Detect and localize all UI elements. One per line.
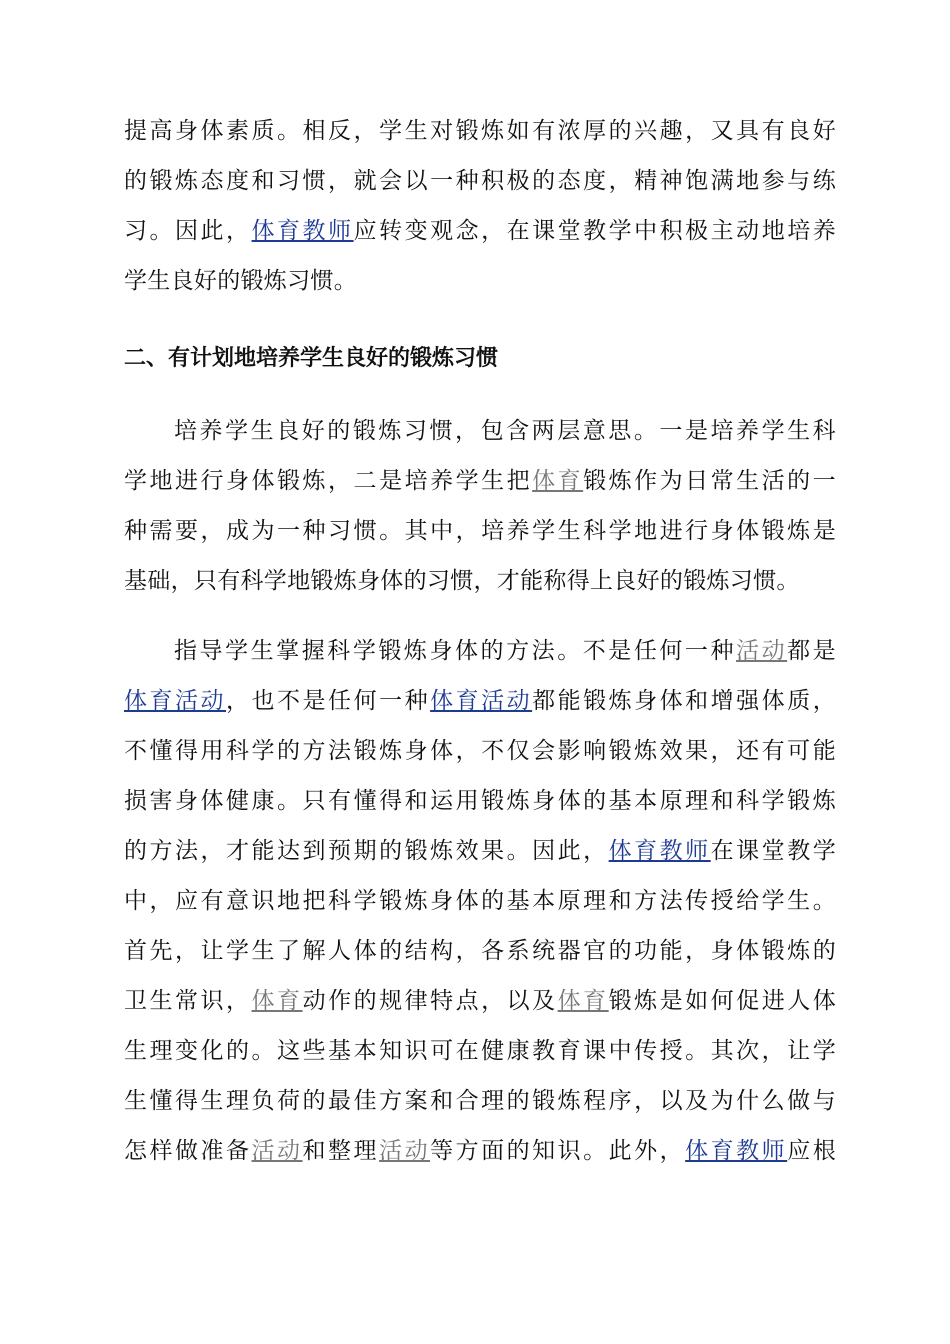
- text-segment: 种需要，成为一种习惯。其中，培养学生科学地进行身体锻炼是: [124, 518, 836, 544]
- text-line: [124, 836, 836, 866]
- text-segment: 锻炼是如何促进人体: [608, 988, 837, 1014]
- keyword-link[interactable]: 体育活动: [124, 688, 227, 714]
- text-line: [124, 166, 836, 196]
- keyword-link[interactable]: 体育: [251, 988, 303, 1014]
- text-segment: 习。因此，: [124, 218, 252, 244]
- text-segment: 学地进行身体锻炼，二是培养学生把: [124, 468, 533, 494]
- text-segment: 等方面的知识。此外，: [430, 1138, 686, 1164]
- text-segment: 动作的规律特点，以及: [302, 988, 558, 1014]
- keyword-link[interactable]: 体育: [532, 468, 584, 494]
- text-segment: 卫生常识，: [124, 988, 252, 1014]
- text-segment: 应根: [787, 1138, 836, 1164]
- text-line: [124, 116, 836, 146]
- text-segment: 损害身体健康。只有懂得和运用锻炼身体的基本原理和科学锻炼: [124, 788, 836, 814]
- text-line: [124, 1136, 836, 1166]
- text-segment: 在课堂教学: [710, 838, 837, 864]
- text-segment: ，也不是任何一种: [226, 688, 431, 714]
- keyword-link[interactable]: 活动: [736, 638, 788, 664]
- text-segment: 不懂得用科学的方法锻炼身体，不仅会影响锻炼效果，还有可能: [124, 738, 836, 764]
- text-segment: 和整理: [302, 1138, 380, 1164]
- text-line: [124, 1086, 836, 1116]
- keyword-link[interactable]: 体育教师: [685, 1138, 788, 1164]
- text-line: [124, 1036, 836, 1066]
- text-line: [124, 986, 836, 1016]
- text-segment: 生懂得生理负荷的最佳方案和合理的锻炼程序，以及为什么做与: [124, 1088, 836, 1114]
- text-line: [124, 736, 836, 766]
- text-segment: 学生良好的锻炼习惯。: [124, 268, 357, 294]
- text-line: [124, 886, 836, 916]
- text-segment: 首先，让学生了解人体的结构，各系统器官的功能，身体锻炼的: [124, 938, 836, 964]
- keyword-link[interactable]: 活动: [379, 1138, 431, 1164]
- text-segment: 都是: [787, 638, 836, 664]
- text-line: [174, 636, 836, 666]
- text-segment: 生理变化的。这些基本知识可在健康教育课中传授。其次，让学: [124, 1038, 836, 1064]
- text-line: [124, 786, 836, 816]
- text-segment: 怎样做准备: [124, 1138, 252, 1164]
- text-segment: 指导学生掌握科学锻炼身体的方法。不是任何一种: [174, 638, 737, 664]
- text-line: [124, 216, 836, 246]
- text-line: [124, 686, 836, 716]
- text-segment: 培养学生良好的锻炼习惯，包含两层意思。一是培养学生科: [174, 418, 836, 444]
- text-segment: 应转变观念，在课堂教学中积极主动地培养: [353, 218, 837, 244]
- text-segment: 的锻炼态度和习惯，就会以一种积极的态度，精神饱满地参与练: [124, 168, 836, 194]
- section-heading: 二、有计划地培养学生良好的锻炼习惯: [124, 346, 499, 371]
- text-segment: 提高身体素质。相反，学生对锻炼如有浓厚的兴趣，又具有良好: [124, 118, 836, 144]
- keyword-link[interactable]: 体育教师: [251, 218, 354, 244]
- keyword-link[interactable]: 体育教师: [608, 838, 711, 864]
- keyword-link[interactable]: 活动: [251, 1138, 303, 1164]
- text-line: [124, 936, 836, 966]
- text-segment: 锻炼作为日常生活的一: [583, 468, 836, 494]
- text-line: [124, 566, 836, 596]
- text-segment: 基础，只有科学地锻炼身体的习惯，才能称得上良好的锻炼习惯。: [124, 568, 800, 594]
- text-segment: 的方法，才能达到预期的锻炼效果。因此，: [124, 838, 609, 864]
- text-line: [124, 466, 836, 496]
- keyword-link[interactable]: 体育活动: [430, 688, 533, 714]
- text-segment: 中，应有意识地把科学锻炼身体的基本原理和方法传授给学生。: [124, 888, 836, 914]
- keyword-link[interactable]: 体育: [557, 988, 609, 1014]
- text-segment: 都能锻炼身体和增强体质，: [532, 688, 836, 714]
- text-line: [174, 416, 836, 446]
- text-line: [124, 266, 836, 296]
- text-line: [124, 516, 836, 546]
